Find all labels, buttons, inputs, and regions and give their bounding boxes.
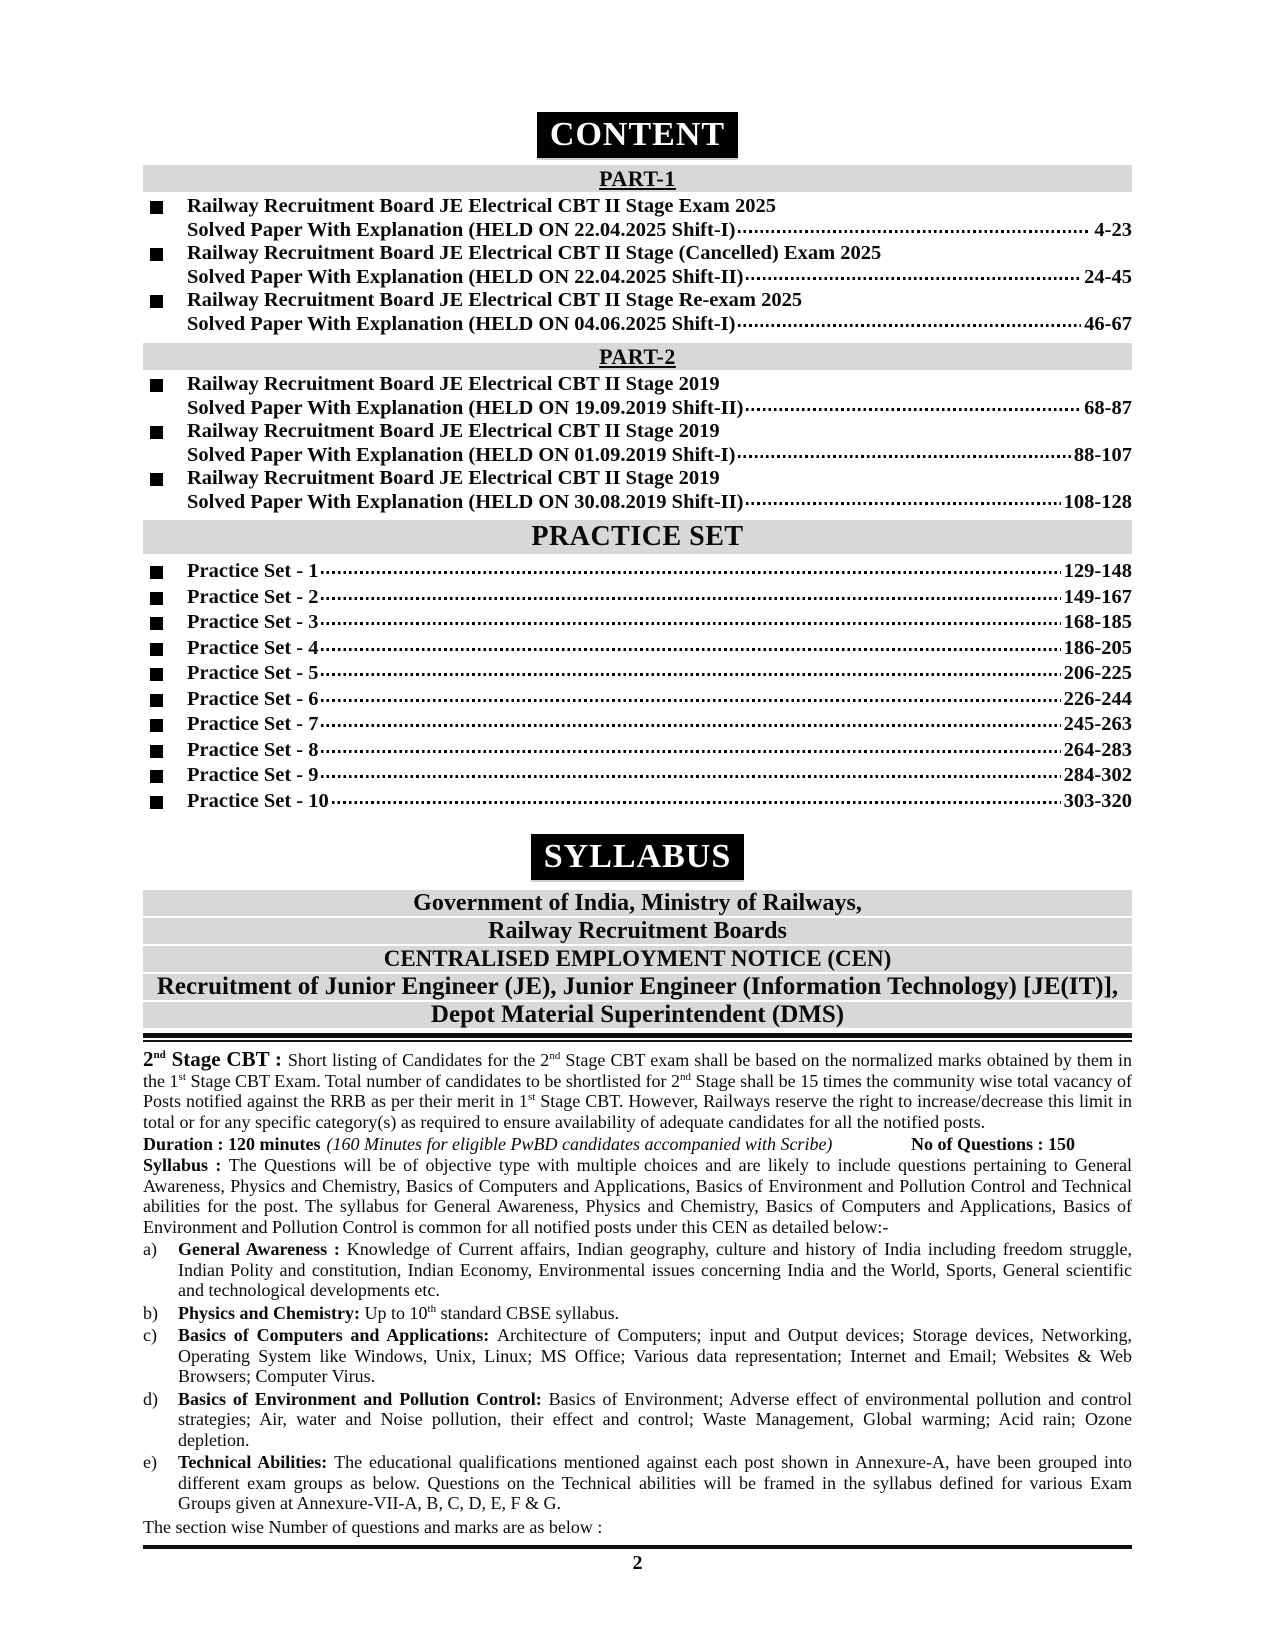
part1-header-bar	[143, 165, 1132, 192]
part1-header: PART-1	[599, 166, 676, 191]
practice-set-pages: 264-283	[1063, 738, 1132, 761]
entry-subtitle: Solved Paper With Explanation (HELD ON 19.09.2019 Shift-II)	[187, 396, 744, 419]
bullet-square-icon	[150, 248, 163, 261]
entry-subtitle: Solved Paper With Explanation (HELD ON 22.04.2025 Shift-I)	[187, 218, 736, 241]
syllabus-item-a: a) General Awareness : Knowledge of Current affairs, Indian geography, culture and history of India including freedom struggle, Indian Polity and constitution, Indian Economy, Environmental issues concerning India and the World, Sports, General scientific and technological developments etc.	[143, 1239, 1132, 1300]
bullet-square-icon	[150, 617, 163, 630]
bullet-square-icon	[150, 566, 163, 579]
stage-cbt-lead: 2nd Stage CBT :	[143, 1047, 288, 1071]
notice-line: Government of India, Ministry of Railways,	[143, 890, 1132, 918]
closing-line: The section wise Number of questions and marks are as below :	[143, 1516, 603, 1537]
entry-title: Railway Recruitment Board JE Electrical CBT II Stage (Cancelled) Exam 2025	[187, 242, 882, 264]
practice-set-section	[143, 520, 1132, 814]
practice-set-header-bar	[143, 520, 1132, 554]
bullet-square-icon	[150, 295, 163, 308]
notice-line: CENTRALISED EMPLOYMENT NOTICE (CEN)	[143, 946, 1132, 974]
toc-entry	[143, 373, 1132, 420]
bullet-square-icon	[150, 694, 163, 707]
practice-set-row	[143, 763, 1132, 789]
syllabus-item-e: e) Technical Abilities: The educational qualifications mentioned against each post shown in Annexure-A, have been grouped into different exam groups as below. Questions on the Technical abilities will be framed in the syllabus defined for various Exam Groups given at Annexure-VII-A, B, C, D, E, F & G.	[143, 1452, 1132, 1513]
syllabus-item-b: b) Physics and Chemistry: Up to 10th standard CBSE syllabus.	[143, 1302, 620, 1323]
entry-title: Railway Recruitment Board JE Electrical CBT II Stage Re-exam 2025	[187, 289, 803, 311]
duration-row	[143, 1133, 1132, 1155]
syllabus-title: SYLLABUS	[543, 838, 732, 875]
syllabus-lead: Syllabus :	[143, 1155, 229, 1175]
practice-set-label: Practice Set - 10	[187, 789, 329, 812]
item-marker: e)	[143, 1452, 157, 1472]
questions-count-label: No of Questions : 150	[910, 1134, 1075, 1154]
entry-title: Railway Recruitment Board JE Electrical CBT II Stage 2019	[187, 373, 720, 395]
notice-line: Recruitment of Junior Engineer (JE), Junior Engineer (Information Technology) [JE(IT)],	[143, 974, 1132, 1002]
practice-set-label: Practice Set - 6	[187, 687, 319, 710]
entry-subtitle: Solved Paper With Explanation (HELD ON 04.06.2025 Shift-I)	[187, 312, 736, 335]
practice-set-label: Practice Set - 9	[187, 764, 319, 786]
entry-title: Railway Recruitment Board JE Electrical CBT II Stage 2019	[187, 420, 720, 442]
syllabus-paragraph: Syllabus : The Questions will be of objective type with multiple choices and are likely to include questions pertaining to General Awareness, Physics and Chemistry, Basics of Computers and Applications, Basics of Environment and Pollution Control and Technical abilities for the post. The syllabus for General Awareness, Physics and Chemistry, Basics of Computers and Applications, Basics of Environment and Pollution Control is common for all notified posts under this CEN as detailed below:-	[143, 1155, 1132, 1237]
entry-title: Railway Recruitment Board JE Electrical CBT II Stage Exam 2025	[187, 195, 776, 217]
practice-set-label: Practice Set - 8	[187, 738, 319, 761]
bullet-square-icon	[150, 719, 163, 732]
practice-set-pages: 206-225	[1063, 662, 1132, 684]
toc-entry	[143, 289, 1132, 336]
practice-set-row	[143, 559, 1132, 585]
practice-set-label: Practice Set - 1	[187, 560, 319, 582]
entry-title: Railway Recruitment Board JE Electrical CBT II Stage 2019	[187, 467, 720, 489]
bullet-square-icon	[150, 201, 163, 214]
stage-cbt-paragraph: 2nd Stage CBT : Short listing of Candidates for the 2nd Stage CBT exam shall be based on the normalized marks obtained by them in the 1st Stage CBT Exam. Total number of candidates to be shortlisted for 2nd Stage shall be 15 times the community wise total vacancy of Posts notified against the RRB as per their merit in 1st Stage CBT. However, Railways reserve the right to increase/decrease this limit in total or for any specific category(s) as required to ensure availability of adequate candidates for all the notified posts.	[143, 1047, 1133, 1132]
footer-divider	[143, 1545, 1132, 1549]
practice-set-label: Practice Set - 2	[187, 585, 319, 608]
practice-set-label: Practice Set - 4	[187, 636, 319, 659]
entry-subtitle: Solved Paper With Explanation (HELD ON 22.04.2025 Shift-II)	[187, 265, 744, 288]
entry-pages: 46-67	[1084, 312, 1132, 335]
entry-pages: 68-87	[1084, 396, 1132, 419]
toc-entry	[143, 242, 1132, 289]
entry-subtitle: Solved Paper With Explanation (HELD ON 30.08.2019 Shift-II)	[187, 490, 744, 513]
section-divider	[143, 1033, 1132, 1042]
practice-set-pages: 129-148	[1063, 560, 1132, 582]
item-marker: a)	[143, 1239, 157, 1259]
syllabus-item-d: d) Basics of Environment and Pollution Control: Basics of Environment; Adverse effect of environmental pollution and control strategies; Air, water and Noise pollution, their effect and control; Waste Management, Global warming; Acid rain; Ozone depletion.	[143, 1388, 1132, 1450]
item-marker: b)	[143, 1302, 158, 1323]
part2-section	[143, 343, 1132, 514]
notice-line: Depot Material Superintendent (DMS)	[143, 1002, 1132, 1028]
item-marker: c)	[143, 1325, 157, 1345]
practice-set-row	[143, 661, 1132, 687]
bullet-square-icon	[150, 379, 163, 392]
syllabus-title-box	[531, 834, 745, 880]
practice-set-label: Practice Set - 5	[187, 662, 319, 684]
bullet-square-icon	[150, 770, 163, 783]
bullet-square-icon	[150, 426, 163, 439]
duration-note: (160 Minutes for eligible PwBD candidates accompanied with Scribe)	[326, 1134, 833, 1154]
practice-set-pages: 149-167	[1063, 585, 1132, 608]
practice-set-row	[143, 610, 1132, 636]
bullet-square-icon	[150, 745, 163, 758]
practice-set-header: PRACTICE SET	[531, 521, 744, 552]
part1-section	[143, 165, 1132, 336]
toc-entry	[143, 420, 1132, 467]
content-title-box	[537, 112, 738, 158]
duration-label: Duration : 120 minutes	[143, 1134, 321, 1154]
practice-set-label: Practice Set - 3	[187, 611, 319, 633]
part2-header-bar	[143, 343, 1132, 370]
practice-set-pages: 245-263	[1063, 713, 1132, 735]
toc-entry	[143, 467, 1132, 514]
practice-set-row	[143, 712, 1132, 738]
bullet-square-icon	[150, 643, 163, 656]
toc-entry	[143, 195, 1132, 242]
practice-set-pages: 284-302	[1063, 764, 1132, 786]
bullet-square-icon	[150, 668, 163, 681]
entry-pages: 88-107	[1073, 443, 1132, 466]
entry-pages: 4-23	[1094, 218, 1132, 241]
content-title: CONTENT	[549, 116, 726, 153]
page-number: 2	[632, 1551, 643, 1574]
practice-set-pages: 226-244	[1063, 687, 1132, 710]
entry-subtitle: Solved Paper With Explanation (HELD ON 01.09.2019 Shift-I)	[187, 443, 736, 466]
syllabus-section	[143, 834, 1132, 1538]
bullet-square-icon	[150, 592, 163, 605]
part2-header: PART-2	[599, 344, 676, 369]
practice-set-label: Practice Set - 7	[187, 713, 319, 735]
employment-notice-box	[143, 890, 1132, 1028]
entry-pages: 24-45	[1084, 265, 1132, 288]
practice-set-pages: 186-205	[1063, 636, 1132, 659]
practice-set-pages: 303-320	[1063, 789, 1132, 812]
practice-set-row	[143, 687, 1132, 713]
practice-set-row	[143, 738, 1132, 764]
notice-line: Railway Recruitment Boards	[143, 918, 1132, 946]
bullet-square-icon	[150, 796, 163, 809]
practice-set-row	[143, 636, 1132, 662]
practice-set-row	[143, 789, 1132, 815]
syllabus-item-c: c) Basics of Computers and Applications: Architecture of Computers; input and Output devices; Storage devices, Networking, Operating System like Windows, Unix, Linux; MS Office; Various data representation; Internet and Email; Websites & Web Browsers; Computer Virus.	[143, 1325, 1132, 1386]
entry-pages: 108-128	[1063, 490, 1132, 513]
practice-set-pages: 168-185	[1063, 611, 1132, 633]
item-marker: d)	[143, 1388, 158, 1409]
practice-set-row	[143, 585, 1132, 611]
bullet-square-icon	[150, 473, 163, 486]
